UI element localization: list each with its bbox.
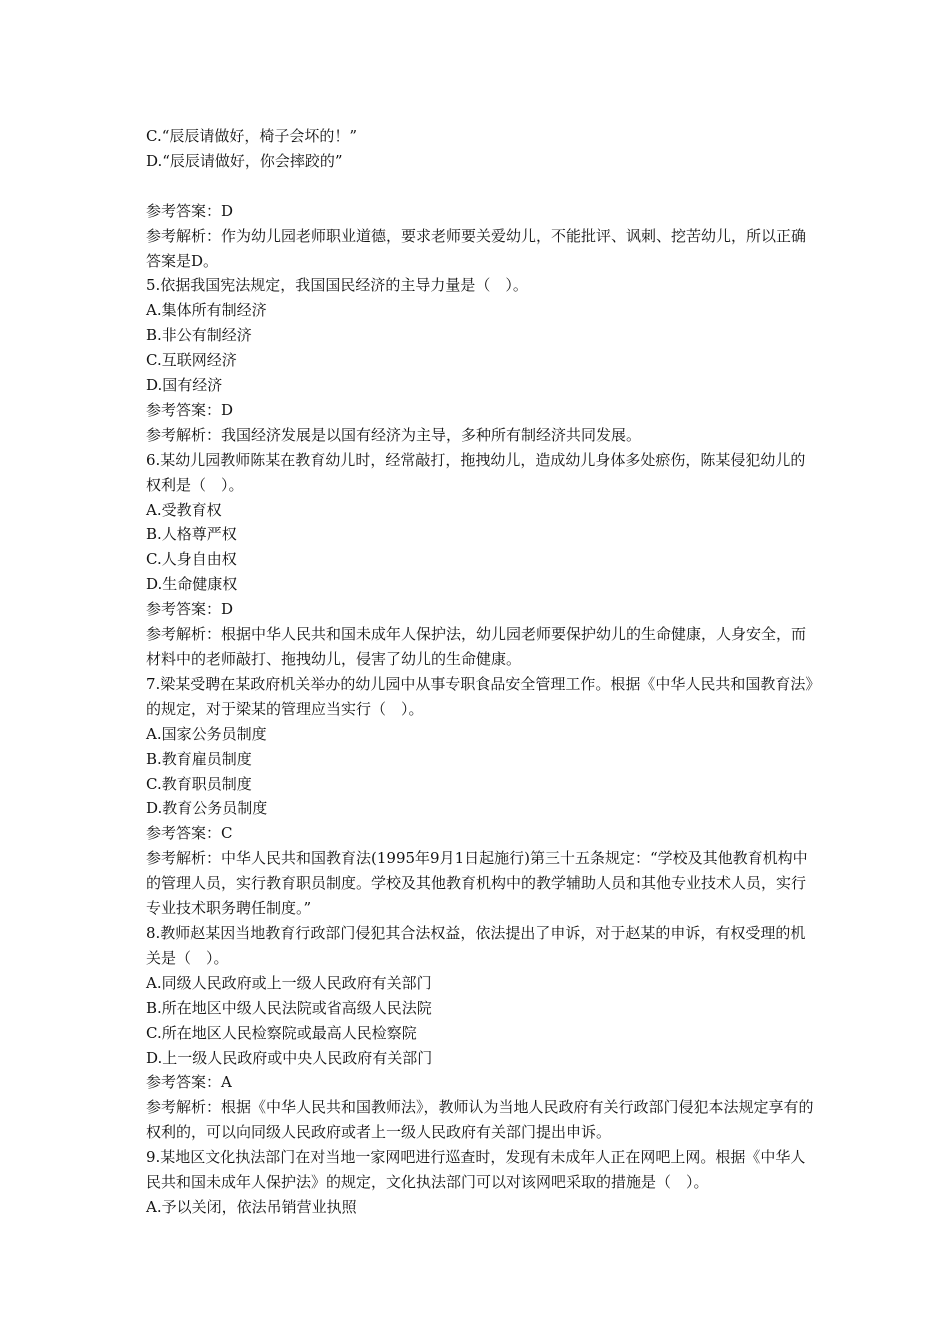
- option-a: A.集体所有制经济: [146, 301, 267, 320]
- answer: 参考答案：A: [146, 1073, 232, 1092]
- option-b: B.教育雇员制度: [146, 749, 252, 768]
- option-a: A.受教育权: [146, 500, 222, 519]
- option-b: B.所在地区中级人民法院或省高级人民法院: [146, 998, 432, 1017]
- answer: 参考答案：D: [146, 400, 234, 419]
- option-a: A.国家公务员制度: [146, 724, 267, 743]
- analysis: 参考解析：根据《中华人民共和国教师法》，教师认为当地人民政府有关行政部门侵犯本法规定享有的权利的，可以向同级人民政府或者上一级人民政府有关部门提出申诉。: [146, 1098, 814, 1142]
- option-d: D.教育公务员制度: [146, 799, 268, 818]
- option-d: D.上一级人民政府或中央人民政府有关部门: [146, 1048, 433, 1067]
- option-d: D.生命健康权: [146, 575, 238, 594]
- question-stem: 8.教师赵某因当地教育行政部门侵犯其合法权益，依法提出了申诉，对于赵某的申诉，有权受理的机关是（ ）。: [146, 923, 806, 967]
- analysis: 参考解析：作为幼儿园老师职业道德，要求老师要关爱幼儿，不能批评、讽刺、挖苦幼儿，所以正确答案是D。: [146, 226, 807, 270]
- question-stem: 7.梁某受聘在某政府机关举办的幼儿园中从事专职食品安全管理工作。根据《中华人民共和国教育法》的规定，对于梁某的管理应当实行（ ）。: [146, 674, 813, 718]
- spacer: [146, 174, 816, 199]
- option-c: C.教育职员制度: [146, 774, 252, 793]
- option-c: C.互联网经济: [146, 351, 237, 370]
- option-c: C.所在地区人民检察院或最高人民检察院: [146, 1023, 417, 1042]
- question-stem: 6.某幼儿园教师陈某在教育幼儿时，经常敲打，拖拽幼儿，造成幼儿身体多处瘀伤，陈某侵犯幼儿的权利是（ ）。: [146, 450, 806, 494]
- question-stem: 9.某地区文化执法部门在对当地一家网吧进行巡查时，发现有未成年人正在网吧上网。根据《中华人民共和国未成年人保护法》的规定，文化执法部门可以对该网吧采取的措施是（ ）。: [146, 1148, 806, 1192]
- option-d: D.“辰辰请做好，你会摔跤的”: [146, 151, 343, 170]
- option-d: D.国有经济: [146, 376, 223, 395]
- option-c: C.“辰辰请做好，椅子会坏的！”: [146, 127, 358, 145]
- option-b: B.人格尊严权: [146, 525, 237, 544]
- analysis: 参考解析：中华人民共和国教育法(1995年9月1日起施行)第三十五条规定：“学校及其他教育机构中的管理人员，实行教育职员制度。学校及其他教育机构中的教学辅助人员和其他专业技术人员，实行专业技术职务聘任制度。”: [146, 849, 808, 918]
- option-a: A.同级人民政府或上一级人民政府有关部门: [146, 973, 432, 992]
- option-a: A.予以关闭，依法吊销营业执照: [146, 1197, 357, 1216]
- option-b: B.非公有制经济: [146, 326, 252, 345]
- question-stem: 5.依据我国宪法规定，我国国民经济的主导力量是（ ）。: [146, 276, 528, 295]
- answer: 参考答案：D: [146, 201, 234, 220]
- answer: 参考答案：C: [146, 824, 233, 843]
- answer: 参考答案：D: [146, 600, 234, 619]
- analysis: 参考解析：我国经济发展是以国有经济为主导，多种所有制经济共同发展。: [146, 425, 642, 444]
- document-page: [146, 124, 816, 1220]
- option-c: C.人身自由权: [146, 550, 237, 569]
- analysis: 参考解析：根据中华人民共和国未成年人保护法，幼儿园老师要保护幼儿的生命健康，人身安全，而材料中的老师敲打、拖拽幼儿，侵害了幼儿的生命健康。: [146, 625, 807, 669]
